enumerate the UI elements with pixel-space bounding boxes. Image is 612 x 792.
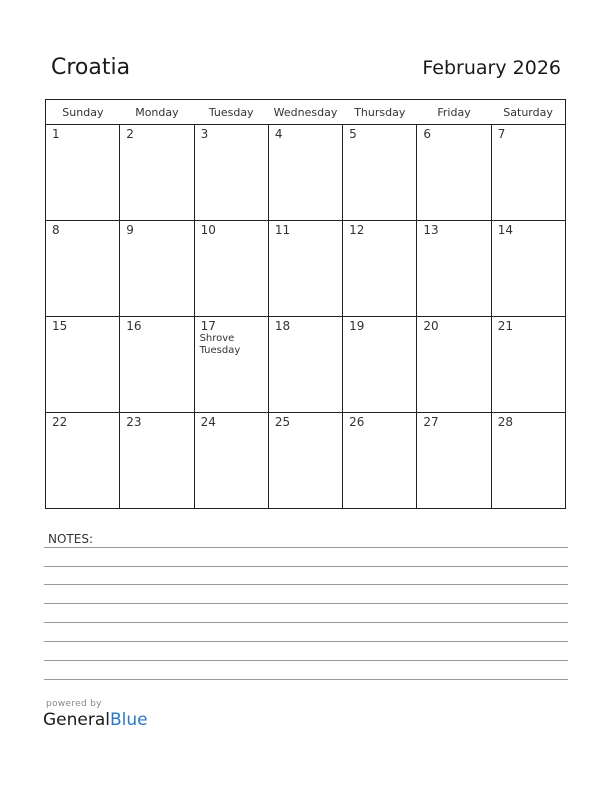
notes-line <box>44 566 568 567</box>
weekday-header: Sunday <box>46 100 120 125</box>
day-number: 5 <box>349 127 357 141</box>
day-cell <box>268 125 342 221</box>
brand-logo <box>43 710 148 730</box>
day-cell <box>120 317 194 413</box>
day-number: 27 <box>423 415 439 429</box>
notes-line <box>44 622 568 623</box>
day-number: 28 <box>497 415 513 429</box>
day-cell <box>194 221 268 317</box>
day-cell <box>343 125 417 221</box>
day-number: 16 <box>126 319 142 333</box>
day-number: 14 <box>497 223 513 237</box>
day-number: 9 <box>126 223 134 237</box>
day-cell <box>120 413 194 509</box>
weekday-header: Friday <box>417 100 491 125</box>
day-number: 10 <box>200 223 216 237</box>
day-cell <box>343 221 417 317</box>
weekday-header: Monday <box>120 100 194 125</box>
day-number: 7 <box>497 127 506 141</box>
day-number: 24 <box>200 415 216 429</box>
weekday-header: Thursday <box>343 100 417 125</box>
calendar-country: Croatia <box>51 55 131 80</box>
notes-line <box>44 603 568 604</box>
weekday-header: Tuesday <box>194 100 268 125</box>
day-number: 13 <box>423 223 439 237</box>
day-number: 11 <box>274 223 291 237</box>
week-row <box>46 317 566 413</box>
day-cell <box>46 125 120 221</box>
day-cell <box>46 317 120 413</box>
day-cell <box>120 125 194 221</box>
day-cell <box>268 221 342 317</box>
notes-line <box>44 641 568 642</box>
powered-by-text: powered by <box>46 699 102 709</box>
day-number: 3 <box>200 127 209 141</box>
brand-logo-blue: Blue <box>110 710 148 730</box>
day-cell <box>194 413 268 509</box>
day-cell <box>491 413 565 509</box>
day-cell <box>491 221 565 317</box>
day-cell <box>417 317 491 413</box>
day-number: 4 <box>274 127 283 141</box>
week-row <box>46 125 566 221</box>
day-number: 22 <box>52 415 68 429</box>
day-cell <box>46 413 120 509</box>
day-cell <box>417 413 491 509</box>
weekday-header: Wednesday <box>268 100 342 125</box>
notes-line <box>44 584 568 585</box>
week-row <box>46 413 566 509</box>
day-number: 21 <box>497 319 513 333</box>
day-cell <box>120 221 194 317</box>
day-cell <box>417 125 491 221</box>
day-cell <box>491 125 565 221</box>
day-cell <box>417 221 491 317</box>
day-number: 15 <box>52 319 68 333</box>
day-number: 20 <box>423 319 439 333</box>
day-cell <box>343 413 417 509</box>
day-number: 1 <box>52 127 60 141</box>
holiday-label: Shrove Tuesday <box>199 333 241 356</box>
day-cell <box>268 317 342 413</box>
day-number: 12 <box>349 223 365 237</box>
day-number: 26 <box>349 415 365 429</box>
day-number: 19 <box>349 319 365 333</box>
day-number: 6 <box>423 127 432 141</box>
calendar-grid <box>45 99 566 509</box>
day-number: 2 <box>126 127 134 141</box>
brand-logo-general: General <box>43 710 110 730</box>
notes-line <box>44 679 568 680</box>
weekday-header: Saturday <box>491 100 565 125</box>
day-cell <box>343 317 417 413</box>
day-number: 25 <box>274 415 291 429</box>
day-cell <box>268 413 342 509</box>
notes-line <box>44 547 568 548</box>
day-number: 17 <box>200 319 216 333</box>
notes-label: NOTES: <box>48 532 93 546</box>
weekday-header-row <box>46 100 566 125</box>
day-number: 23 <box>126 415 142 429</box>
notes-line <box>44 660 568 661</box>
day-cell <box>46 221 120 317</box>
day-cell <box>194 125 268 221</box>
day-cell <box>194 317 268 413</box>
day-cell <box>491 317 565 413</box>
calendar-month: February 2026 <box>422 57 561 79</box>
day-number: 18 <box>274 319 291 333</box>
week-row <box>46 221 566 317</box>
day-number: 8 <box>52 223 60 237</box>
